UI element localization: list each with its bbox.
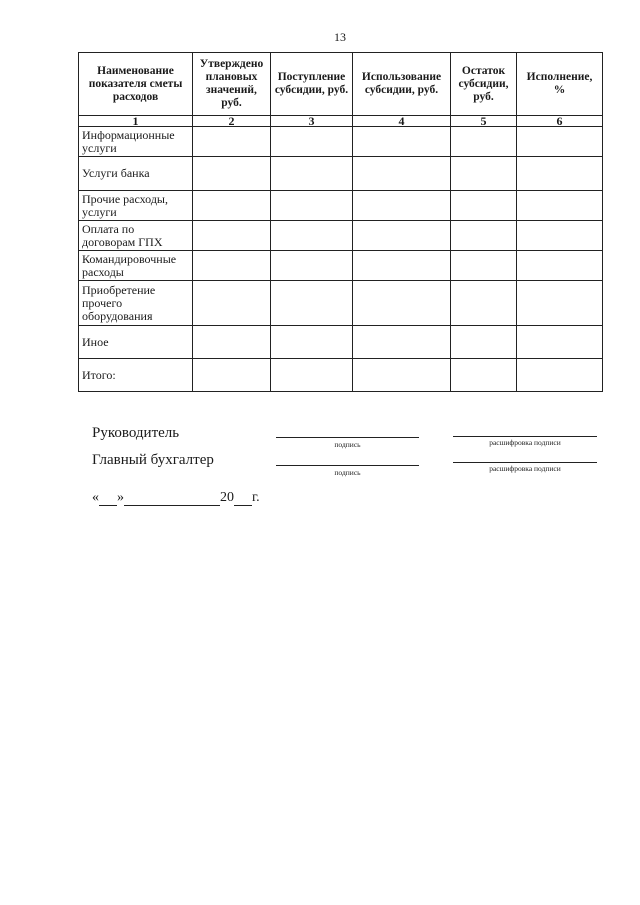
table-cell: [271, 281, 353, 326]
date-open-quote: «: [92, 490, 99, 505]
table-cell: [193, 326, 271, 359]
table-cell: [353, 127, 451, 157]
column-number: 2: [193, 116, 271, 127]
table-cell: [271, 191, 353, 221]
row-label: Командировочные расходы: [79, 251, 193, 281]
column-number: 4: [353, 116, 451, 127]
table-cell: [353, 251, 451, 281]
table-cell: [451, 191, 517, 221]
column-number: 3: [271, 116, 353, 127]
subsidy-report-table: [78, 52, 603, 392]
table-cell: [517, 326, 603, 359]
row-label: Информационные услуги: [79, 127, 193, 157]
table-cell: [271, 359, 353, 392]
table-cell: [451, 251, 517, 281]
accountant-decoding-caption: расшифровка подписи: [489, 464, 561, 473]
row-label: Итого:: [79, 359, 193, 392]
month-blank: [124, 492, 220, 506]
accountant-signature-caption: подпись: [334, 468, 361, 477]
table-cell: [451, 359, 517, 392]
table-row: [79, 221, 603, 251]
table-cell: [271, 221, 353, 251]
header-subsidy-receipt: Поступление субсидии, руб.: [271, 53, 353, 116]
table-cell: [451, 281, 517, 326]
table-header-row: [79, 53, 603, 116]
date-close-quote: »: [117, 490, 124, 505]
day-blank: [99, 492, 117, 506]
table-cell: [193, 221, 271, 251]
accountant-signature-line: [276, 465, 419, 466]
table-cell: [353, 281, 451, 326]
table-row: [79, 157, 603, 191]
table-cell: [353, 359, 451, 392]
head-signature-caption: подпись: [334, 440, 361, 449]
year-blank: [234, 492, 252, 506]
table-cell: [451, 221, 517, 251]
table-cell: [193, 127, 271, 157]
table-cell: [271, 326, 353, 359]
accountant-decoding-line: [453, 462, 597, 463]
table-row: [79, 127, 603, 157]
year-prefix: 20: [220, 490, 234, 505]
row-label: Иное: [79, 326, 193, 359]
column-number-row: [79, 116, 603, 127]
header-execution-percent: Исполнение, %: [517, 53, 603, 116]
table-cell: [517, 251, 603, 281]
table-cell: [353, 157, 451, 191]
header-indicator-name: Наименование показателя сметы расходов: [79, 53, 193, 116]
table-cell: [193, 191, 271, 221]
table-cell: [451, 127, 517, 157]
table-cell: [517, 127, 603, 157]
table-cell: [451, 326, 517, 359]
table-cell: [193, 251, 271, 281]
header-subsidy-use: Использование субсидии, руб.: [353, 53, 451, 116]
row-label: Приобретение прочего оборудования: [79, 281, 193, 326]
table-cell: [193, 281, 271, 326]
column-number: 5: [451, 116, 517, 127]
header-subsidy-balance: Остаток субсидии, руб.: [451, 53, 517, 116]
table-row-total: [79, 359, 603, 392]
table-cell: [271, 157, 353, 191]
table-row: [79, 326, 603, 359]
column-number: 6: [517, 116, 603, 127]
head-title: Руководитель: [92, 425, 180, 441]
head-decoding-line: [453, 436, 597, 437]
table-cell: [517, 191, 603, 221]
table-cell: [353, 326, 451, 359]
head-decoding-caption: расшифровка подписи: [489, 438, 561, 447]
table-cell: [451, 157, 517, 191]
header-approved-plan: Утверждено плановых значений, руб.: [193, 53, 271, 116]
table-cell: [517, 221, 603, 251]
row-label: Прочие расходы, услуги: [79, 191, 193, 221]
table-cell: [517, 157, 603, 191]
page-number: 13: [334, 30, 346, 44]
accountant-title: Главный бухгалтер: [92, 452, 214, 468]
table-cell: [517, 359, 603, 392]
row-label: Оплата по договорам ГПХ: [79, 221, 193, 251]
table-cell: [517, 281, 603, 326]
head-signature-line: [276, 437, 419, 438]
table-cell: [193, 359, 271, 392]
table-row: [79, 281, 603, 326]
table-cell: [353, 221, 451, 251]
date-line: [92, 490, 260, 506]
table-row: [79, 251, 603, 281]
row-label: Услуги банка: [79, 157, 193, 191]
column-number: 1: [79, 116, 193, 127]
table-row: [79, 191, 603, 221]
year-suffix: г.: [252, 490, 260, 505]
table-cell: [271, 251, 353, 281]
table-cell: [353, 191, 451, 221]
table-cell: [271, 127, 353, 157]
table-cell: [193, 157, 271, 191]
